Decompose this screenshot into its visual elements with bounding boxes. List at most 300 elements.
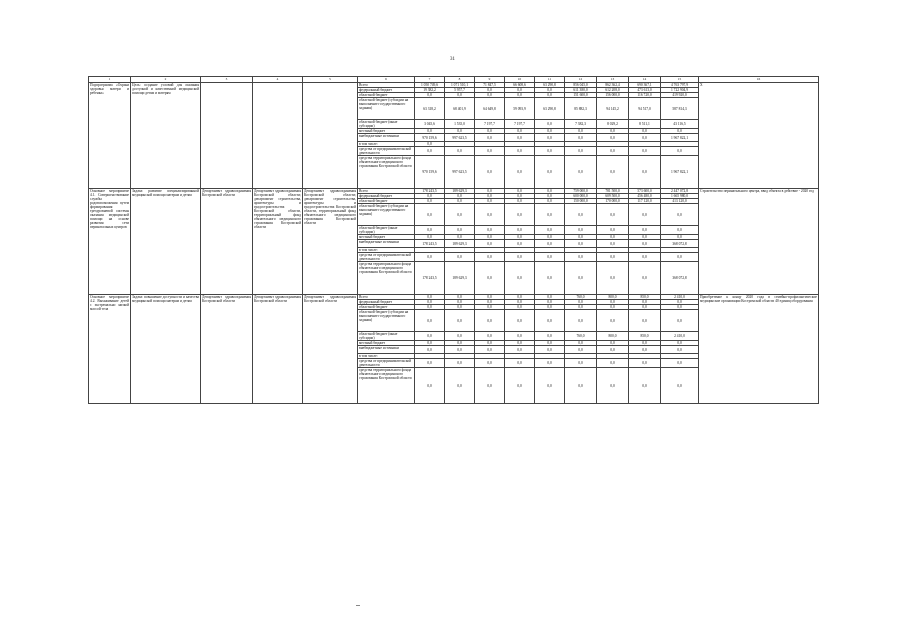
value-cell: 0,0 bbox=[597, 253, 629, 262]
source-label-cell: средства территориального фонда обязательного медицинского страхования Костромской области bbox=[358, 368, 415, 404]
source-label-cell: средства от предпринимательской деятельности bbox=[358, 359, 415, 368]
value-cell: 0,0 bbox=[475, 134, 505, 142]
value-cell: 178 243,5 bbox=[415, 240, 445, 248]
value-cell: 0,0 bbox=[565, 368, 597, 404]
value-cell: 0,0 bbox=[535, 226, 565, 235]
source-label-cell: внебюджетные источники bbox=[358, 134, 415, 142]
value-cell: 0,0 bbox=[565, 156, 597, 189]
table-row bbox=[89, 189, 819, 194]
value-cell: 63 318,2 bbox=[415, 98, 445, 120]
section-c5-cell: Департамент здравоохранения Костромской области bbox=[303, 295, 358, 404]
header-cell: 13 bbox=[597, 77, 629, 83]
value-cell: 0,0 bbox=[565, 204, 597, 226]
value-cell: 1 665 980,0 bbox=[661, 194, 699, 199]
value-cell: 0,0 bbox=[535, 93, 565, 98]
value-cell: 573 600,0 bbox=[629, 189, 661, 194]
value-cell: 8 029,2 bbox=[597, 120, 629, 129]
value-cell: 0,0 bbox=[445, 346, 475, 354]
value-cell: 0,0 bbox=[535, 120, 565, 129]
value-cell: 0,0 bbox=[597, 156, 629, 189]
source-label-cell: местный бюджет bbox=[358, 129, 415, 134]
source-label-cell: внебюджетные источники bbox=[358, 240, 415, 248]
source-label-cell: областной бюджет (иные субсидии) bbox=[358, 332, 415, 341]
value-cell: 970 159,6 bbox=[415, 134, 445, 142]
value-cell: 0,0 bbox=[445, 235, 475, 240]
value-cell: 0,0 bbox=[535, 88, 565, 93]
source-label-cell: федеральный бюджет bbox=[358, 300, 415, 305]
value-cell: 0,0 bbox=[597, 204, 629, 226]
value-cell: 0,0 bbox=[535, 134, 565, 142]
source-label-cell: средства от предпринимательской деятельности bbox=[358, 147, 415, 156]
value-cell: 0,0 bbox=[565, 300, 597, 305]
value-cell: 0,0 bbox=[597, 305, 629, 310]
value-cell: 0,0 bbox=[505, 262, 535, 295]
value-cell: 0,0 bbox=[565, 305, 597, 310]
financing-table bbox=[88, 76, 819, 404]
source-label-cell: Всего bbox=[358, 295, 415, 300]
page-number: 31 bbox=[450, 57, 455, 62]
value-cell: 0,0 bbox=[505, 129, 535, 134]
value-cell: 0,0 bbox=[415, 305, 445, 310]
value-cell: 0,0 bbox=[661, 341, 699, 346]
value-cell: 0,0 bbox=[505, 156, 535, 189]
source-label-cell: областной бюджет (субсидии на выполнение государственного задания) bbox=[358, 204, 415, 226]
value-cell: 0,0 bbox=[445, 253, 475, 262]
value-cell: 66 608,6 bbox=[505, 83, 535, 88]
value-cell: 612 208,0 bbox=[597, 88, 629, 93]
value-cell: 0,0 bbox=[597, 341, 629, 346]
value-cell: 0,0 bbox=[535, 262, 565, 295]
value-cell: 690 367,1 bbox=[629, 83, 661, 88]
value-cell: 151 600,0 bbox=[565, 93, 597, 98]
source-label-cell: средства территориального фонда обязательного медицинского страхования Костромской области bbox=[358, 262, 415, 295]
value-cell: 970 159,6 bbox=[415, 156, 445, 189]
value-cell: 0,0 bbox=[661, 310, 699, 332]
value-cell: 0,0 bbox=[661, 368, 699, 404]
value-cell: 63 290,8 bbox=[535, 98, 565, 120]
value-cell: 0,0 bbox=[445, 147, 475, 156]
value-cell: 0,0 bbox=[415, 253, 445, 262]
value-cell: 0,0 bbox=[415, 129, 445, 134]
value-cell: 0,0 bbox=[505, 235, 535, 240]
value-cell: 68 401,9 bbox=[445, 98, 475, 120]
value-cell: 0,0 bbox=[535, 368, 565, 404]
source-label-cell: федеральный бюджет bbox=[358, 88, 415, 93]
value-cell: 781 500,0 bbox=[597, 189, 629, 194]
value-cell: 0,0 bbox=[505, 341, 535, 346]
value-cell: 0,0 bbox=[415, 194, 445, 199]
value-cell: 609 500,0 bbox=[597, 194, 629, 199]
section-c2-cell: Цель: создание условий для оказания доступной и качественной медицинской помощи детям и матерям bbox=[131, 83, 201, 189]
section-c2-cell: Задача: повышение доступности и качества медицинской помощи матерям и детям bbox=[131, 295, 201, 404]
value-cell: 178 243,5 bbox=[415, 189, 445, 194]
value-cell: 1 967 822,1 bbox=[661, 134, 699, 142]
value-cell: 43 116,5 bbox=[661, 120, 699, 129]
value-cell: 7 197,7 bbox=[475, 120, 505, 129]
value-cell: 0,0 bbox=[565, 240, 597, 248]
value-cell: 0,0 bbox=[505, 310, 535, 332]
value-cell: 0,0 bbox=[661, 129, 699, 134]
value-cell: 368 072,8 bbox=[661, 262, 699, 295]
source-label-cell: областной бюджет (субсидии на выполнение государственного задания) bbox=[358, 310, 415, 332]
page-footer-mark bbox=[356, 605, 360, 606]
value-cell: 156 000,0 bbox=[597, 93, 629, 98]
value-cell: 0,0 bbox=[535, 346, 565, 354]
value-cell: 0,0 bbox=[505, 134, 535, 142]
value-cell: 0,0 bbox=[415, 147, 445, 156]
value-cell: 0,0 bbox=[629, 262, 661, 295]
value-cell: 0,0 bbox=[535, 194, 565, 199]
value-cell: 0,0 bbox=[661, 305, 699, 310]
value-cell: 0,0 bbox=[535, 204, 565, 226]
header-cell: 12 bbox=[565, 77, 597, 83]
value-cell: 0,0 bbox=[597, 240, 629, 248]
source-label-cell: областной бюджет (субсидии на выполнение государственного задания) bbox=[358, 98, 415, 120]
header-cell: 3 bbox=[201, 77, 253, 83]
value-cell: 0,0 bbox=[661, 300, 699, 305]
value-cell: 0,0 bbox=[535, 240, 565, 248]
value-cell: 0,0 bbox=[445, 300, 475, 305]
value-cell: 0,0 bbox=[629, 310, 661, 332]
value-cell: 0,0 bbox=[597, 310, 629, 332]
value-cell: 0,0 bbox=[505, 300, 535, 305]
value-cell: 760,0 bbox=[565, 295, 597, 300]
section-c4-cell: Департамент здравоохранения Костромской области; департамент строительства, архитектуры и градостроительства Костромской области, территориальный фонд обязательного медицинского страхования Костромской области bbox=[253, 189, 303, 295]
value-cell: 0,0 bbox=[629, 240, 661, 248]
value-cell: 0,0 bbox=[505, 359, 535, 368]
value-cell: 0,0 bbox=[565, 262, 597, 295]
value-cell: 856 045,0 bbox=[565, 83, 597, 88]
value-cell: 0,0 bbox=[629, 226, 661, 235]
value-cell: 2 447 072,8 bbox=[661, 189, 699, 194]
value-cell: 0,0 bbox=[475, 295, 505, 300]
header-cell: 1 bbox=[89, 77, 131, 83]
header-cell: 9 bbox=[475, 77, 505, 83]
section-c3-cell: Департамент здравоохранения Костромской области bbox=[201, 295, 253, 404]
value-cell: 0,0 bbox=[415, 368, 445, 404]
value-cell: 0,0 bbox=[445, 226, 475, 235]
value-cell: 0,0 bbox=[445, 295, 475, 300]
value-cell: 0,0 bbox=[535, 129, 565, 134]
value-cell: 1 722 904,9 bbox=[661, 88, 699, 93]
section-c4-cell bbox=[253, 83, 303, 189]
header-cell: 6 bbox=[358, 77, 415, 83]
source-label-cell: областной бюджет (иные субсидии) bbox=[358, 120, 415, 129]
value-cell: 94 145,2 bbox=[597, 98, 629, 120]
table-row bbox=[89, 83, 819, 88]
value-cell: 0,0 bbox=[475, 194, 505, 199]
value-cell: 0,0 bbox=[415, 226, 445, 235]
value-cell: 0,0 bbox=[629, 204, 661, 226]
value-cell: 19 382,2 bbox=[415, 88, 445, 93]
value-cell: 3 045,6 bbox=[415, 120, 445, 129]
value-cell: 0,0 bbox=[445, 332, 475, 341]
source-label-cell: федеральный бюджет bbox=[358, 194, 415, 199]
value-cell: 0,0 bbox=[535, 341, 565, 346]
header-cell: 14 bbox=[629, 77, 661, 83]
value-cell: 0,0 bbox=[629, 235, 661, 240]
source-label-cell: местный бюджет bbox=[358, 341, 415, 346]
value-cell: 0,0 bbox=[505, 147, 535, 156]
value-cell: 0,0 bbox=[415, 341, 445, 346]
value-cell: 760,0 bbox=[565, 332, 597, 341]
value-cell: 600 000,0 bbox=[565, 194, 597, 199]
value-cell: 0,0 bbox=[661, 235, 699, 240]
value-cell: 0,0 bbox=[445, 204, 475, 226]
value-cell: 0,0 bbox=[415, 235, 445, 240]
value-cell: 0,0 bbox=[565, 134, 597, 142]
section-c1-cell: Подпрограмма «Охрана здоровья матери и ребенка» bbox=[89, 83, 131, 189]
value-cell: 64 649,8 bbox=[475, 98, 505, 120]
value-cell: 1 535,0 bbox=[445, 120, 475, 129]
value-cell: 0,0 bbox=[475, 332, 505, 341]
section-c1-cell: Основное мероприятие 4.2. Выхаживание детей с экстремально низкой массой тела bbox=[89, 295, 131, 404]
value-cell: 0,0 bbox=[475, 129, 505, 134]
value-cell: 0,0 bbox=[535, 253, 565, 262]
value-cell: 0,0 bbox=[445, 199, 475, 204]
value-cell: 850,0 bbox=[629, 332, 661, 341]
value-cell: 0,0 bbox=[475, 235, 505, 240]
value-cell: 0,0 bbox=[505, 199, 535, 204]
value-cell: 0,0 bbox=[629, 368, 661, 404]
value-cell: 0,0 bbox=[475, 305, 505, 310]
value-cell: 8 511,1 bbox=[629, 120, 661, 129]
value-cell: 0,0 bbox=[535, 295, 565, 300]
value-cell: 0,0 bbox=[445, 368, 475, 404]
section-c2-cell: Задача: развитие специализированной медицинской помощи матерям и детям bbox=[131, 189, 201, 295]
value-cell: 0,0 bbox=[445, 305, 475, 310]
value-cell: 0,0 bbox=[661, 147, 699, 156]
value-cell: 0,0 bbox=[565, 310, 597, 332]
value-cell: 0,0 bbox=[535, 235, 565, 240]
value-cell: 0,0 bbox=[565, 226, 597, 235]
value-cell: 0,0 bbox=[445, 359, 475, 368]
source-label-cell: в том числе: bbox=[358, 142, 415, 147]
value-cell: 0,0 bbox=[475, 300, 505, 305]
value-cell: 5 957,7 bbox=[445, 88, 475, 93]
header-cell: 11 bbox=[535, 77, 565, 83]
section-c5-cell: Департамент здравоохранения Костромской области; департамент строительства, архитектуры и градостроительства Костромской области, территориальный фонд обязательного медицинского страхования Костромской области bbox=[303, 189, 358, 295]
section-c1-cell: Основное мероприятие 4.1. Совершенствование службы родовспоможения путем формирования трехуровневой системы оказания медицинской помощи на основе развития сети перинатальных центров bbox=[89, 189, 131, 295]
value-cell: 0,0 bbox=[475, 147, 505, 156]
value-cell: 997 623,5 bbox=[445, 134, 475, 142]
value-cell: 0,0 bbox=[475, 204, 505, 226]
value-cell: 0,0 bbox=[565, 147, 597, 156]
value-cell: 0,0 bbox=[661, 346, 699, 354]
value-cell: 0,0 bbox=[535, 332, 565, 341]
value-cell: 0,0 bbox=[475, 359, 505, 368]
value-cell: 800,0 bbox=[597, 295, 629, 300]
value-cell: 456 480,0 bbox=[629, 194, 661, 199]
value-cell: 0,0 bbox=[475, 93, 505, 98]
value-cell: 0,0 bbox=[445, 310, 475, 332]
value-cell: 587 814,3 bbox=[661, 98, 699, 120]
value-cell: 862 362,4 bbox=[597, 83, 629, 88]
value-cell: 759 000,0 bbox=[565, 189, 597, 194]
value-cell: 0,0 bbox=[475, 310, 505, 332]
value-cell: 189 629,3 bbox=[445, 240, 475, 248]
value-cell: 0,0 bbox=[505, 253, 535, 262]
value-cell: 170 000,0 bbox=[597, 199, 629, 204]
value-cell: 850,0 bbox=[629, 295, 661, 300]
value-cell: 189 629,3 bbox=[445, 262, 475, 295]
value-cell: 0,0 bbox=[475, 189, 505, 194]
source-label-cell: областной бюджет bbox=[358, 305, 415, 310]
value-cell: 0,0 bbox=[415, 93, 445, 98]
value-cell: 0,0 bbox=[505, 88, 535, 93]
value-cell: 368 072,8 bbox=[661, 240, 699, 248]
section-c3-cell bbox=[201, 83, 253, 189]
value-cell: 0,0 bbox=[415, 359, 445, 368]
value-cell: 0,0 bbox=[535, 305, 565, 310]
value-cell: 2 410,0 bbox=[661, 332, 699, 341]
value-cell: 0,0 bbox=[505, 204, 535, 226]
header-cell: 5 bbox=[303, 77, 358, 83]
value-cell: 59 093,9 bbox=[505, 98, 535, 120]
value-cell: 0,0 bbox=[445, 341, 475, 346]
value-cell: 0,0 bbox=[629, 359, 661, 368]
value-cell: 0,0 bbox=[475, 253, 505, 262]
source-label-cell: в том числе: bbox=[358, 354, 415, 359]
value-cell: 1 050 749,6 bbox=[415, 83, 445, 88]
header-cell: 7 bbox=[415, 77, 445, 83]
source-label-cell: областной бюджет bbox=[358, 199, 415, 204]
section-result-cell: Строительство перинатального центра, ввод объекта в действие - 2020 год bbox=[699, 189, 819, 295]
value-cell: 0,0 bbox=[565, 129, 597, 134]
value-cell: 0,0 bbox=[629, 346, 661, 354]
source-label-cell: местный бюджет bbox=[358, 235, 415, 240]
value-cell: 0,0 bbox=[475, 226, 505, 235]
value-cell: 0,0 bbox=[415, 199, 445, 204]
value-cell: 150 000,0 bbox=[565, 199, 597, 204]
section-c5-cell bbox=[303, 83, 358, 189]
value-cell: 0,0 bbox=[661, 253, 699, 262]
value-cell: 0,0 bbox=[415, 142, 445, 147]
source-label-cell: средства от предпринимательской деятельности bbox=[358, 253, 415, 262]
source-label-cell: Всего bbox=[358, 189, 415, 194]
value-cell: 0,0 bbox=[415, 332, 445, 341]
value-cell: 473 613,0 bbox=[629, 88, 661, 93]
value-cell: 0,0 bbox=[597, 226, 629, 235]
value-cell: 0,0 bbox=[535, 199, 565, 204]
section-result-cell: Приобретение к концу 2020 года в семейно-профилактические медицинские организации Костромской области 40 единиц оборудования bbox=[699, 295, 819, 404]
value-cell: 1 967 822,1 bbox=[661, 156, 699, 189]
value-cell: 0,0 bbox=[505, 93, 535, 98]
value-cell: 0,0 bbox=[475, 88, 505, 93]
value-cell: 0,0 bbox=[535, 310, 565, 332]
source-label-cell: внебюджетные источники bbox=[358, 346, 415, 354]
value-cell: 0,0 bbox=[505, 189, 535, 194]
value-cell: 0,0 bbox=[597, 300, 629, 305]
value-cell: 0,0 bbox=[535, 300, 565, 305]
value-cell: 0,0 bbox=[535, 156, 565, 189]
value-cell: 0,0 bbox=[475, 262, 505, 295]
source-label-cell: областной бюджет bbox=[358, 93, 415, 98]
source-label-cell: областной бюджет (иные субсидии) bbox=[358, 226, 415, 235]
value-cell: 0,0 bbox=[597, 235, 629, 240]
source-label-cell: в том числе: bbox=[358, 248, 415, 253]
value-cell: 1 071 510,1 bbox=[445, 83, 475, 88]
value-cell: 7 382,3 bbox=[565, 120, 597, 129]
value-cell: 0,0 bbox=[415, 300, 445, 305]
value-cell: 0,0 bbox=[565, 235, 597, 240]
value-cell: 0,0 bbox=[415, 204, 445, 226]
value-cell: 2 410,0 bbox=[661, 295, 699, 300]
value-cell: 0,0 bbox=[505, 240, 535, 248]
value-cell: 0,0 bbox=[597, 359, 629, 368]
value-cell: 0,0 bbox=[597, 262, 629, 295]
value-cell: 0,0 bbox=[415, 346, 445, 354]
value-cell: 0,0 bbox=[629, 341, 661, 346]
value-cell: 0,0 bbox=[415, 295, 445, 300]
value-cell: 116 720,0 bbox=[629, 93, 661, 98]
value-cell: 0,0 bbox=[475, 156, 505, 189]
value-cell: 63 290,8 bbox=[535, 83, 565, 88]
value-cell: 0,0 bbox=[629, 300, 661, 305]
value-cell: 0,0 bbox=[597, 134, 629, 142]
value-cell: 0,0 bbox=[629, 253, 661, 262]
section-c3-cell: Департамент здравоохранения Костромской области bbox=[201, 189, 253, 295]
value-cell: 0,0 bbox=[535, 147, 565, 156]
value-cell: 4 763 797,9 bbox=[661, 83, 699, 88]
value-cell: 0,0 bbox=[661, 226, 699, 235]
value-cell: 0,0 bbox=[565, 341, 597, 346]
value-cell: 0,0 bbox=[475, 199, 505, 204]
value-cell: 0,0 bbox=[505, 368, 535, 404]
value-cell: 0,0 bbox=[629, 147, 661, 156]
value-cell: 0,0 bbox=[535, 359, 565, 368]
value-cell: 0,0 bbox=[505, 346, 535, 354]
value-cell: 178 243,5 bbox=[415, 262, 445, 295]
value-cell: 85 882,3 bbox=[565, 98, 597, 120]
value-cell: 0,0 bbox=[597, 368, 629, 404]
value-cell: 611 380,0 bbox=[565, 88, 597, 93]
value-cell: 0,0 bbox=[535, 189, 565, 194]
source-label-cell: средства территориального фонда обязательного медицинского страхования Костромской области bbox=[358, 156, 415, 189]
value-cell: 413 120,0 bbox=[661, 199, 699, 204]
header-cell: 4 bbox=[253, 77, 303, 83]
header-cell: 15 bbox=[661, 77, 699, 83]
header-cell: 8 bbox=[445, 77, 475, 83]
value-cell: 0,0 bbox=[445, 93, 475, 98]
header-cell: 10 bbox=[505, 77, 535, 83]
value-cell: 0,0 bbox=[505, 295, 535, 300]
value-cell: 997 623,5 bbox=[445, 156, 475, 189]
value-cell: 0,0 bbox=[445, 194, 475, 199]
value-cell: 0,0 bbox=[505, 332, 535, 341]
value-cell: 0,0 bbox=[597, 129, 629, 134]
value-cell: 0,0 bbox=[597, 147, 629, 156]
value-cell: 0,0 bbox=[629, 305, 661, 310]
value-cell: 0,0 bbox=[415, 310, 445, 332]
value-cell: 800,0 bbox=[597, 332, 629, 341]
value-cell: 0,0 bbox=[505, 194, 535, 199]
value-cell: 0,0 bbox=[475, 240, 505, 248]
value-cell: 71 847,5 bbox=[475, 83, 505, 88]
value-cell: 0,0 bbox=[565, 359, 597, 368]
section-c4-cell: Департамент здравоохранения Костромской области bbox=[253, 295, 303, 404]
header-cell: 2 bbox=[131, 77, 201, 83]
source-label-cell: Всего bbox=[358, 83, 415, 88]
value-cell: 7 197,7 bbox=[505, 120, 535, 129]
value-cell: 94 517,0 bbox=[629, 98, 661, 120]
value-cell: 0,0 bbox=[629, 156, 661, 189]
value-cell: 0,0 bbox=[661, 204, 699, 226]
value-cell: 419 920,0 bbox=[661, 93, 699, 98]
value-cell: 0,0 bbox=[475, 341, 505, 346]
value-cell: 0,0 bbox=[629, 134, 661, 142]
value-cell: 0,0 bbox=[565, 253, 597, 262]
